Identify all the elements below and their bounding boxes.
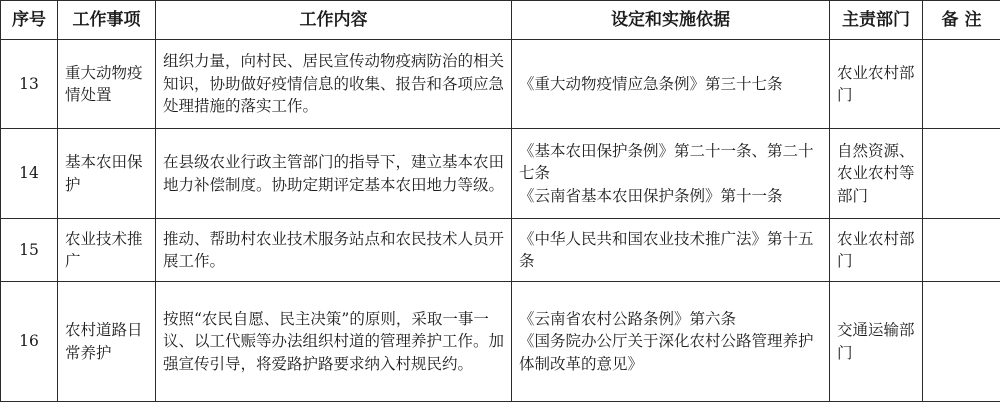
legal-basis: 《云南省农村公路条例》第六条 《国务院办公厅关于深化农村公路管理养护体制改革的意见》	[512, 282, 830, 402]
header-content: 工作内容	[156, 1, 512, 40]
work-item: 基本农田保护	[58, 129, 156, 219]
responsible-department: 农业农村部门	[830, 219, 923, 282]
work-item: 农业技术推广	[58, 219, 156, 282]
header-notes: 备 注	[923, 1, 1000, 40]
notes-cell	[923, 282, 1000, 402]
responsible-department: 自然资源、农业农村等部门	[830, 129, 923, 219]
table-row	[1, 219, 1000, 282]
responsible-department: 农业农村部门	[830, 40, 923, 129]
work-item: 农村道路日常养护	[58, 282, 156, 402]
table-row	[1, 282, 1000, 402]
row-number: 16	[1, 282, 58, 402]
notes-cell	[923, 129, 1000, 219]
row-number: 14	[1, 129, 58, 219]
work-content: 推动、帮助村农业技术服务站点和农民技术人员开展工作。	[156, 219, 512, 282]
row-number: 13	[1, 40, 58, 129]
work-item: 重大动物疫情处置	[58, 40, 156, 129]
legal-basis: 《基本农田保护条例》第二十一条、第二十七条 《云南省基本农田保护条例》第十一条	[512, 129, 830, 219]
header-item: 工作事项	[58, 1, 156, 40]
notes-cell	[923, 40, 1000, 129]
responsible-department: 交通运输部门	[830, 282, 923, 402]
row-number: 15	[1, 219, 58, 282]
work-content: 组织力量，向村民、居民宣传动物疫病防治的相关知识，协助做好疫情信息的收集、报告和各项应急处理措施的落实工作。	[156, 40, 512, 129]
legal-basis: 《中华人民共和国农业技术推广法》第十五条	[512, 219, 830, 282]
header-row	[1, 1, 1000, 40]
header-department: 主责部门	[830, 1, 923, 40]
work-content: 按照“农民自愿、民主决策”的原则，采取一事一议、以工代赈等办法组织村道的管理养护工作。加强宣传引导，将爱路护路要求纳入村规民约。	[156, 282, 512, 402]
table-row	[1, 129, 1000, 219]
notes-cell	[923, 219, 1000, 282]
header-basis: 设定和实施依据	[512, 1, 830, 40]
work-content: 在县级农业行政主管部门的指导下，建立基本农田地力补偿制度。协助定期评定基本农田地力等级。	[156, 129, 512, 219]
table-row	[1, 40, 1000, 129]
header-num: 序号	[1, 1, 58, 40]
legal-basis: 《重大动物疫情应急条例》第三十七条	[512, 40, 830, 129]
